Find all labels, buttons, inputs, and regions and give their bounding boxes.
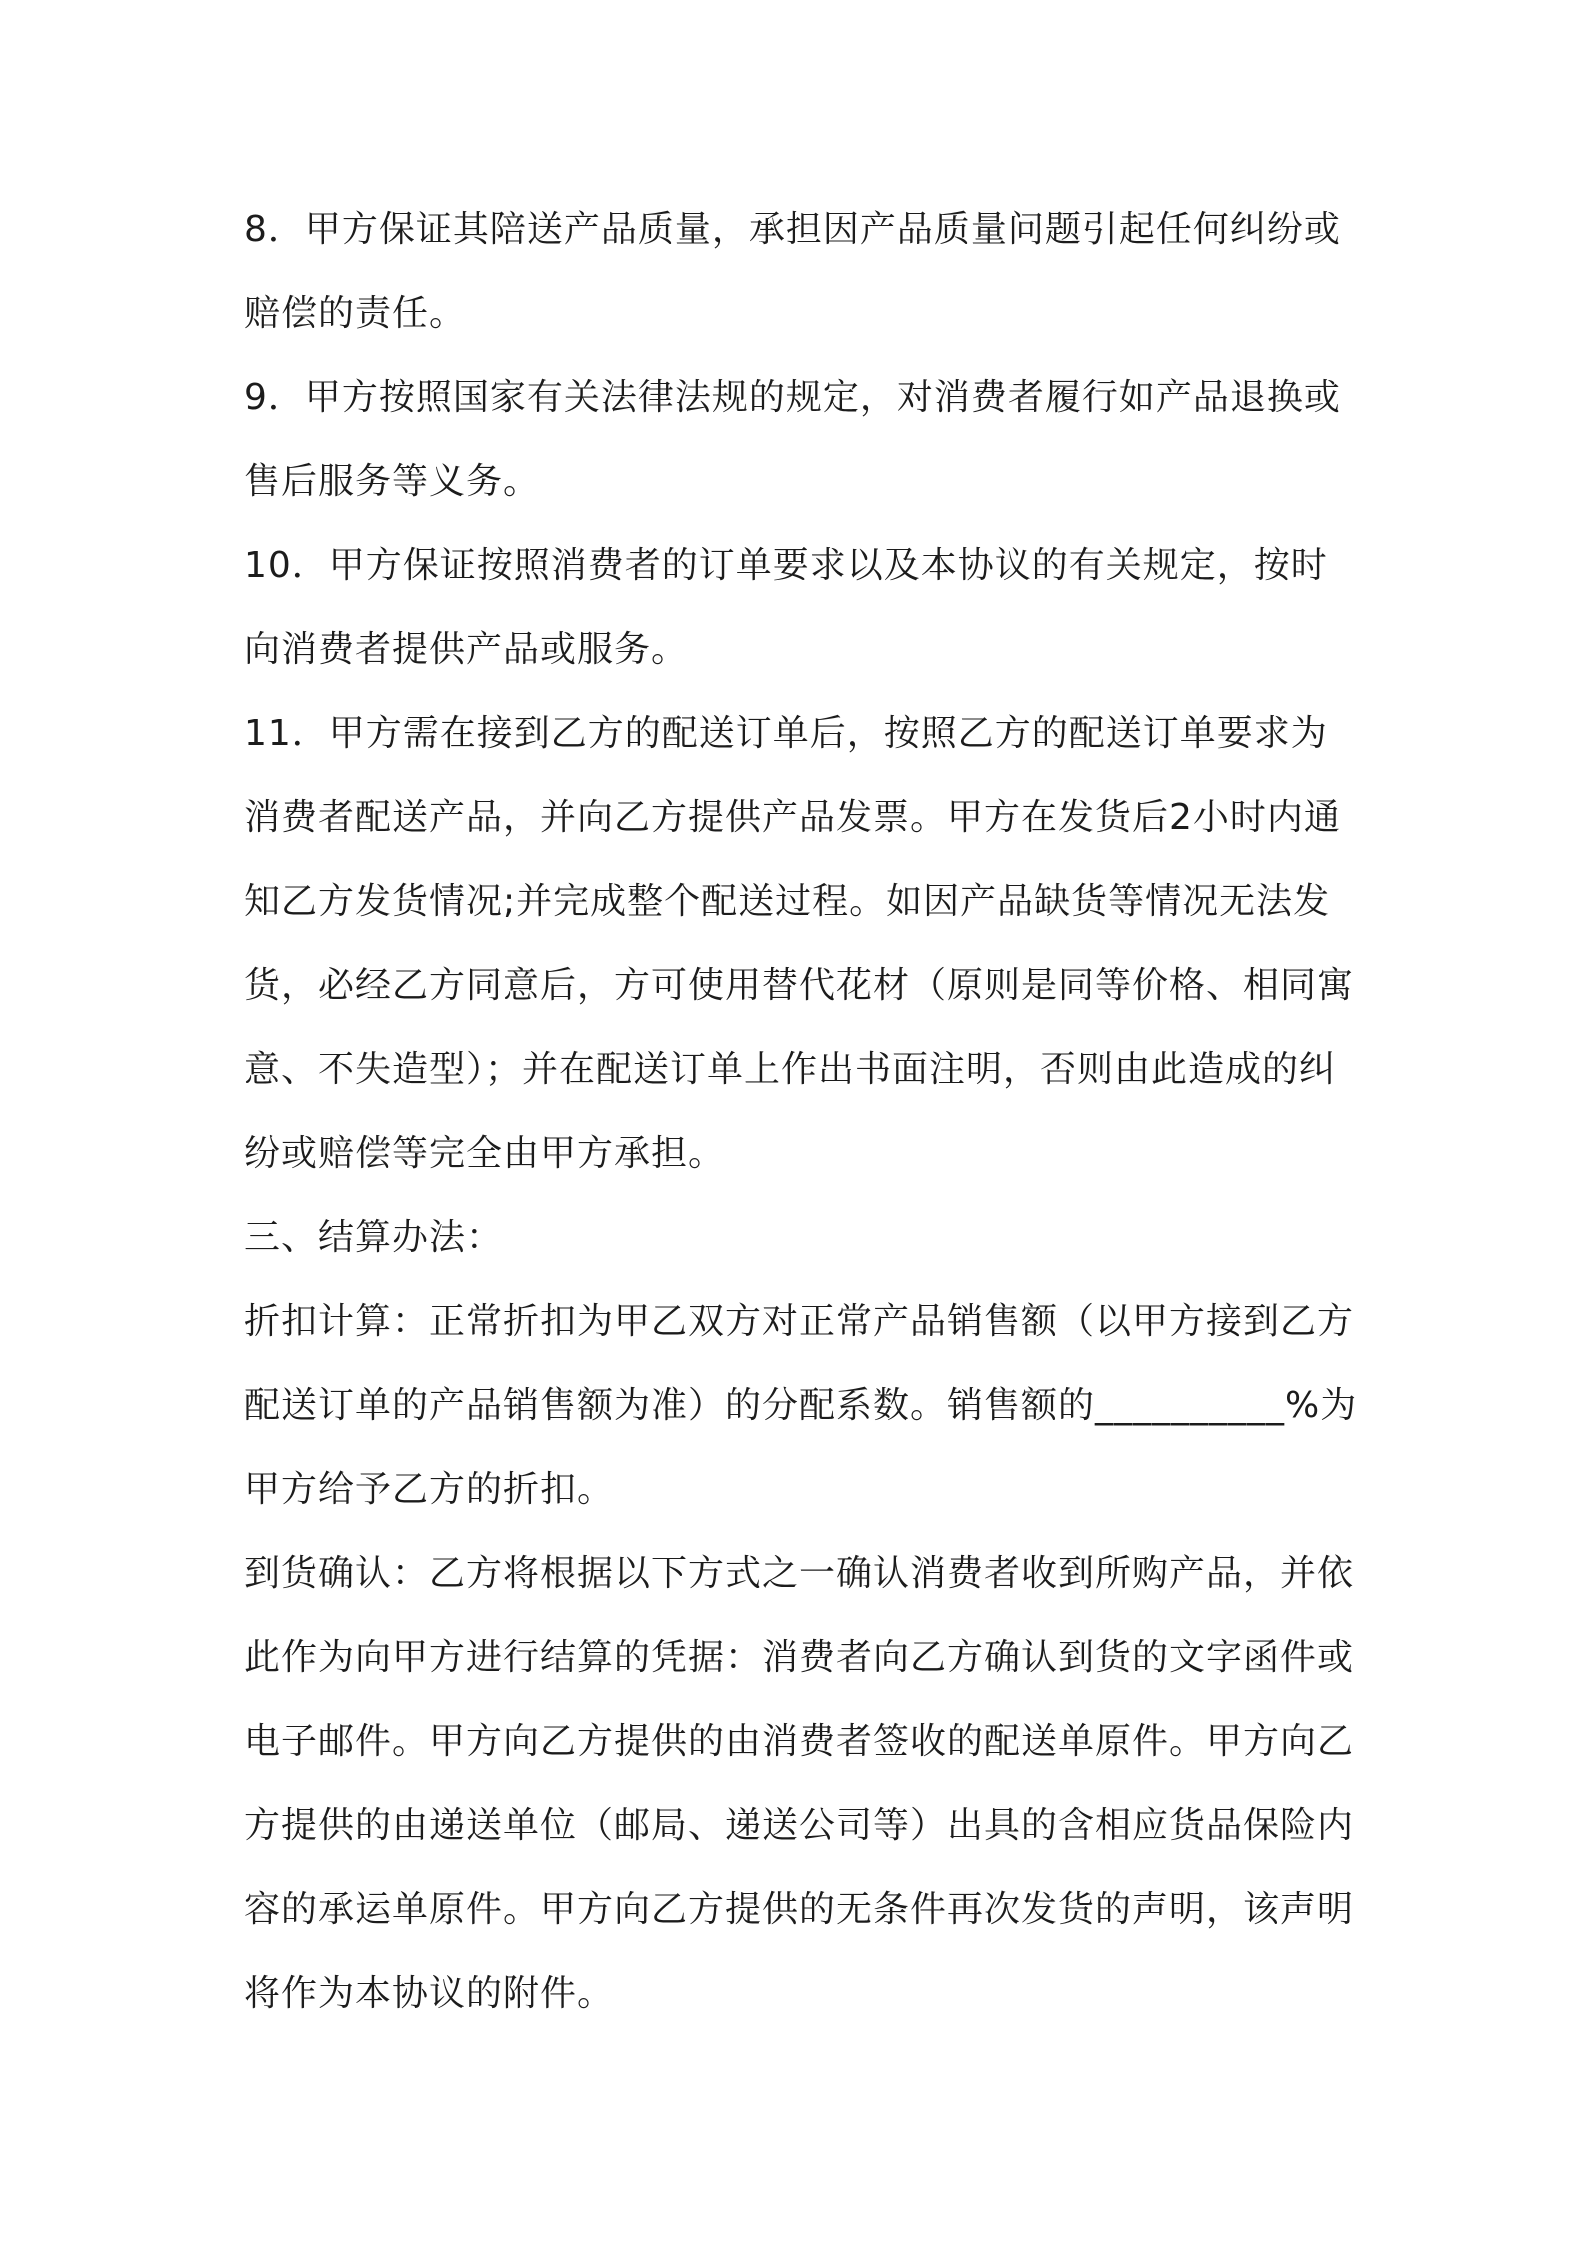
clause-11: 11．甲方需在接到乙方的配送订单后，按照乙方的配送订单要求为消费者配送产品，并向乙方提供产品发票。甲方在发货后2小时内通知乙方发货情况;并完成整个配送过程。如因产品缺货等情况无法发货，必经乙方同意后，方可使用替代花材（原则是同等价格、相同寓意、不失造型）；并在配送订单上作出书面注明，否则由此造成的纠纷或赔偿等完全由甲方承担。 — [244, 713, 1355, 1174]
clause-9: 9．甲方按照国家有关法律法规的规定，对消费者履行如产品退换或售后服务等义务。 — [244, 377, 1341, 502]
clause-8: 8．甲方保证其陪送产品质量，承担因产品质量问题引起任何纠纷或赔偿的责任。 — [244, 209, 1341, 334]
document-body — [244, 188, 1364, 2036]
delivery-confirmation-paragraph: 到货确认：乙方将根据以下方式之一确认消费者收到所购产品，并依此作为向甲方进行结算的凭据：消费者向乙方确认到货的文字函件或电子邮件。甲方向乙方提供的由消费者签收的配送单原件。甲方向乙方提供的由递送单位（邮局、递送公司等）出具的含相应货品保险内容的承运单原件。甲方向乙方提供的无条件再次发货的声明，该声明将作为本协议的附件。 — [244, 1553, 1355, 2014]
discount-calculation-paragraph: 折扣计算：正常折扣为甲乙双方对正常产品销售额（以甲方接到乙方配送订单的产品销售额为准）的分配系数。销售额的__________%为甲方给予乙方的折扣。 — [244, 1301, 1358, 1510]
section-heading-settlement: 三、结算办法： — [244, 1217, 504, 1258]
clause-10: 10．甲方保证按照消费者的订单要求以及本协议的有关规定，按时向消费者提供产品或服务。 — [244, 545, 1328, 670]
